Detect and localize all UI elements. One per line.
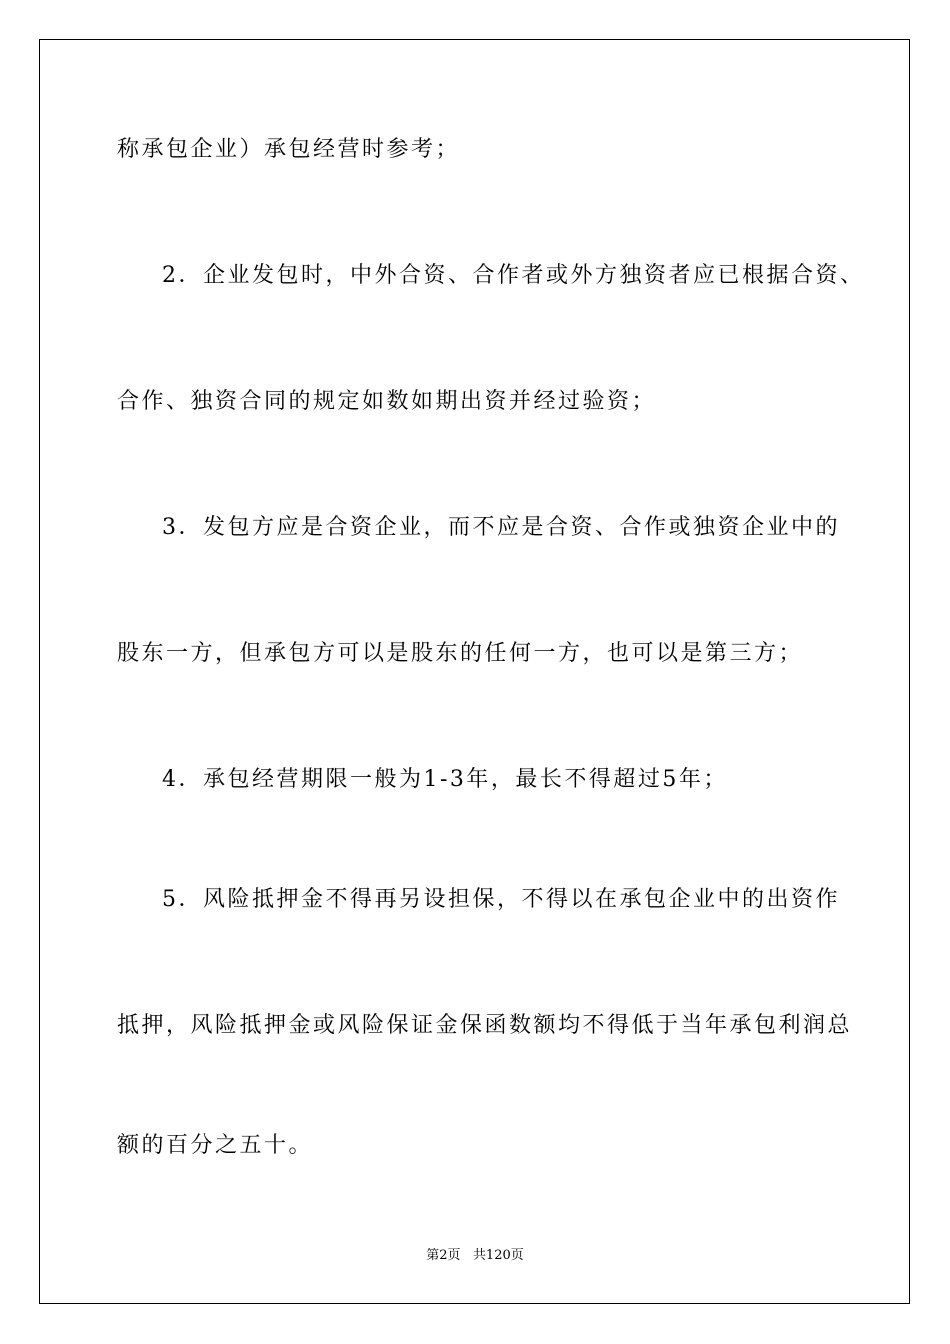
text-line-2: 2．企业发包时，中外合资、合作者或外方独资者应已根据合资、 xyxy=(162,263,865,288)
text-line-6: 4．承包经营期限一般为1-3年，最长不得超过5年； xyxy=(162,767,728,792)
page-number-footer: 第2页 共120页 xyxy=(426,1248,524,1263)
text-line-9: 额的百分之五十。 xyxy=(117,1133,314,1158)
page-border xyxy=(39,39,910,1304)
text-line-8: 抵押，风险抵押金或风险保证金保函数额均不得低于当年承包利润总 xyxy=(117,1013,853,1038)
text-line-7: 5．风险抵押金不得再另设担保，不得以在承包企业中的出资作 xyxy=(162,887,840,912)
text-line-1: 称承包企业）承包经营时参考； xyxy=(117,137,461,162)
text-line-4: 3．发包方应是合资企业，而不应是合资、合作或独资企业中的 xyxy=(162,515,840,540)
text-line-3: 合作、独资合同的规定如数如期出资并经过验资； xyxy=(117,389,657,414)
text-line-5: 股东一方，但承包方可以是股东的任何一方，也可以是第三方； xyxy=(117,641,804,666)
